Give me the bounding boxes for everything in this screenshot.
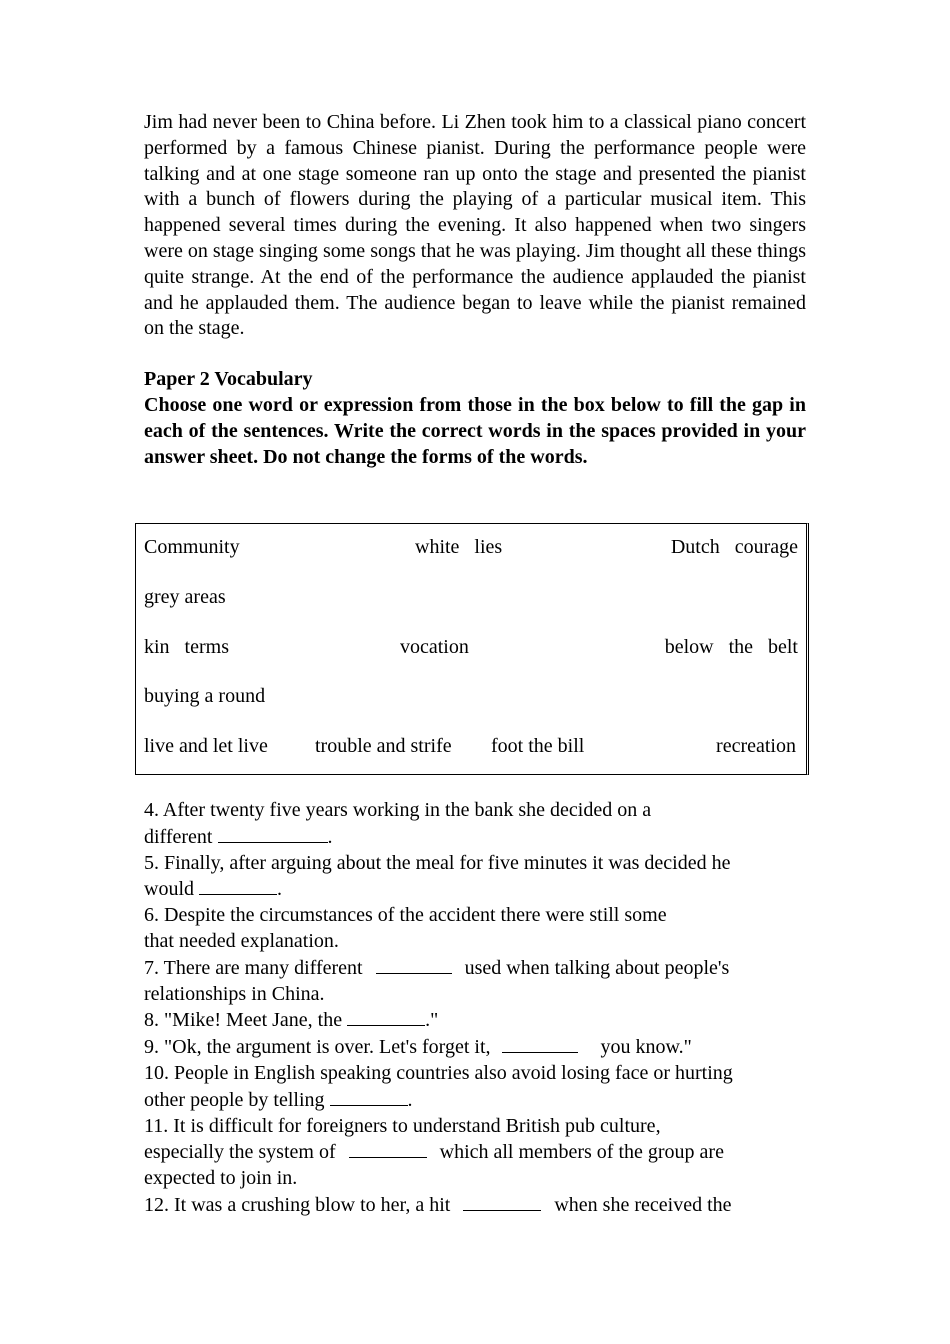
word-box-item: below the belt	[664, 636, 798, 658]
word-box-item: Dutch courage	[670, 536, 798, 558]
section-title: Paper 2 Vocabulary	[144, 368, 313, 391]
word-box-item: white lies	[415, 536, 503, 558]
answer-blank[interactable]	[376, 955, 452, 974]
question-5: 5. Finally, after arguing about the meal for five minutes it was decided he would .	[144, 851, 731, 901]
word-box-item: Community	[144, 536, 240, 558]
answer-blank[interactable]	[347, 1007, 425, 1026]
answer-blank[interactable]	[218, 824, 328, 843]
question-7: 7. There are many different used when talking about people's relationships in China.	[144, 956, 730, 1005]
word-box-item: live and let live	[144, 735, 268, 757]
document-page	[144, 110, 806, 470]
answer-blank[interactable]	[463, 1192, 541, 1211]
section-instructions: Choose one word or expression from those in the box below to fill the gap in each of the sentences. Write the correct words in the spaces provided in your answer sheet. Do not change the forms of the words.	[144, 393, 806, 468]
question-6: 6. Despite the circumstances of the accident there were still some that needed explanation.	[144, 904, 667, 952]
word-box-item: grey areas	[144, 586, 226, 608]
question-12: 12. It was a crushing blow to her, a hit when she received the	[144, 1193, 732, 1216]
answer-blank[interactable]	[199, 876, 277, 895]
word-box-item: kin terms	[144, 636, 229, 658]
answer-blank[interactable]	[349, 1139, 427, 1158]
question-9: 9. "Ok, the argument is over. Let's forget it, you know."	[144, 1036, 692, 1059]
question-11: 11. It is difficult for foreigners to understand British pub culture, especially the system of which all members of the group are expected to join in.	[144, 1114, 724, 1190]
word-box-item: foot the bill	[491, 735, 585, 757]
question-8: 8. "Mike! Meet Jane, the ."	[144, 1009, 439, 1032]
answer-blank[interactable]	[502, 1034, 578, 1053]
reading-passage: Jim had never been to China before. Li Zhen took him to a classical piano concert performed by a famous Chinese pianist. During the performance people were talking and at one stage someone ran up onto the stage and presented the pianist with a bunch of flowers during the playing of a particular musical item. This happened several times during the evening. It also happened when two singers were on stage singing some songs that he was playing. Jim thought all these things quite strange. At the end of the performance the audience applauded the pianist and he applauded them. The audience began to leave while the pianist remained on the stage.	[144, 111, 806, 340]
question-list	[144, 798, 806, 1219]
word-box-item: vocation	[400, 636, 469, 658]
question-10: 10. People in English speaking countries also avoid losing face or hurting other people by telling .	[144, 1061, 733, 1111]
question-4: 4. After twenty five years working in the bank she decided on a different .	[144, 799, 652, 848]
answer-blank[interactable]	[330, 1087, 408, 1106]
word-box	[135, 523, 809, 775]
word-box-item: trouble and strife	[315, 735, 452, 757]
word-box-item: recreation	[716, 735, 796, 757]
word-box-item: buying a round	[144, 685, 266, 707]
